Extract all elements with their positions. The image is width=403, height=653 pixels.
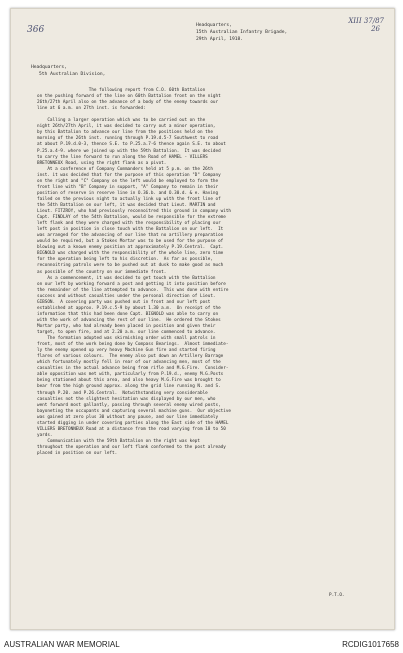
body-line: inst. it was decided that for the purpose of this operation "D" Company	[37, 172, 221, 178]
body-line: established at approx. P.19.c.5-9 by about 1.30 a.m. On receipt of the	[37, 305, 221, 311]
body-line: on the right and "C" Company on the left would be employed to form the	[37, 178, 219, 184]
body-line: yards.	[37, 432, 53, 438]
body-line: At a conference of Company Commanders held at 5 p.m. on the 26th	[37, 166, 213, 172]
body-line: failed on the previous night to actually link up with the front line of	[37, 196, 221, 202]
body-line: would be required, but a Stokes Mortar was to be used for the purpose of	[37, 239, 224, 245]
recipient-line-1: Headquarters,	[31, 65, 67, 70]
body-line: bear from the high ground approx. along the grid line running N. and S.	[37, 384, 221, 390]
body-line: target, to open fire, and at 2.20 a.m. our line commenced to advance.	[37, 330, 216, 335]
body-line: left post in position in close touch with the Battalion on our left. It	[37, 227, 224, 233]
handwritten-folio-number: 26	[371, 25, 380, 33]
body-line: blowing out a known enemy position at approximately P.19.Central. Capt.	[37, 245, 224, 251]
body-line: Communication with the 59th Battalion on the right was kept	[37, 438, 200, 444]
pto-note: P.T.O.	[329, 593, 345, 598]
body-line: success and without casualties under the personal direction of Lieut.	[37, 293, 216, 299]
archive-record-id: RCDIG1017658	[342, 640, 399, 649]
body-line: Calling a larger operation which was to be carried out on the	[37, 118, 206, 124]
body-line: night 26th/27th April, it was decided to carry out a minor operation,	[37, 124, 216, 130]
body-line: morning of the 26th inst. running through P.19.d.5-7 Southwest to road	[37, 136, 219, 142]
body-line: P.25.a.4-9. where we joined up with the 59th Battalion. It was decided	[37, 148, 221, 154]
body-line: was gained at zero plus 30 without any pause, and our line immediately	[37, 414, 219, 420]
body-line: as possible of the country on our immediate front.	[37, 269, 167, 275]
body-line: started digging in under covering parties along the East side of the HAMEL	[37, 420, 229, 426]
body-line: information that this had been done Capt. BIGNOLD was able to carry on	[37, 311, 219, 317]
body-line: able opposition was met with, particularly from P.19.d., enemy M.G.Posts	[37, 372, 224, 378]
body-line: BIGNOLD was charged with the responsibility of the whole line, zero time	[37, 251, 224, 257]
body-line: position of reserve in reserve line in O.36.b. and O.30.d. & e. Having	[37, 190, 219, 196]
body-line: at about P.19.d.0-3, thence S.E. to P.25.a.7-6 thence again S.E. to about	[37, 142, 226, 148]
body-line: reconnoitring patrols were to be pushed out at dusk to make good as much	[37, 263, 224, 269]
body-line: being stationed about this area, and also heavy M.G.Fire was brought to	[37, 378, 221, 384]
body-line: As a commencement, it was decided to get touch with the Battalion	[37, 275, 216, 281]
body-line: ly the enemy opened up very heavy Machine Gun fire and started firing	[37, 348, 216, 354]
body-line: casualties not the slightest hesitation was displayed by our men, who	[37, 396, 216, 402]
body-line: front, most of the work being done by Compass Bearings. Almost immediate-	[37, 342, 229, 348]
body-line: VILLERS BRETONNEUX Road at a distance from the road varying from 10 to 50	[37, 426, 226, 432]
archive-name: AUSTRALIAN WAR MEMORIAL	[4, 640, 120, 649]
letterhead-line-2: 15th Australian Infantry Brigade,	[196, 30, 288, 35]
body-line: The following report from C.O. 60th Battalion	[37, 88, 206, 93]
body-line: to carry the line forward to run along the Road of HAMEL - VILLERS	[37, 154, 208, 160]
body-line: with the work of advancing the rest of our line. He ordered the Stokes	[37, 317, 221, 323]
body-line: was arranged for the advancing of our line that no artillery preparation	[37, 233, 224, 239]
body-line: Capt. FINDLAY of the 54th Battalion, would be responsible for the extreme	[37, 215, 226, 221]
archive-caption-bar	[0, 637, 403, 653]
body-line: by this Battalion to advance our line from the positions held on the	[37, 130, 213, 136]
body-line: the remainder of the line attempted to advance. This was done with entire	[37, 287, 229, 293]
body-line: Mortar party, who had already been placed in position and given their	[37, 323, 216, 329]
document-sheet	[10, 8, 395, 630]
body-line: which fortunately mostly fell in rear of our advancing men, most of the	[37, 360, 221, 366]
body-line: bayoneting the occupants and capturing several machine guns. Our objective	[37, 408, 232, 414]
body-line: went forward most gallantly, passing through several enemy wired posts,	[37, 402, 221, 408]
body-line: for the operation being left to his discretion. As far as possible,	[37, 257, 213, 263]
body-line: front line with "B" Company in support, "A" Company to remain in their	[37, 184, 219, 190]
handwritten-margin-number: 366	[27, 25, 45, 35]
body-line: Lieut. FITZROY, who had previously reconnoitred this ground in company with	[37, 209, 232, 214]
body-line: flares of various colours. The enemy also put down an Artillery Barrage	[37, 354, 224, 360]
recipient-line-2: 5th Australian Division,	[39, 72, 106, 77]
body-line: placed in position on our left.	[37, 451, 118, 456]
letterhead-date: 29th April, 1918.	[196, 37, 244, 42]
body-line: through P.20. and P.26.Central. Notwithstanding very considerable	[37, 390, 208, 396]
letterhead-line-1: Headquarters,	[196, 23, 232, 28]
body-line: on the pushing forward of the line on 60th Battalion front on the night	[37, 94, 221, 100]
body-line: left flank and they were charged with the responsibility of placing our	[37, 221, 221, 227]
body-line: BRETONNEUX Road, using the right flank as a pivot.	[37, 160, 167, 166]
body-line: line at 6 a.m. on 27th inst. is forwarded:	[37, 106, 146, 112]
body-line: casualties in the actual advance being from rifle and M.G.Fire. Consider-	[37, 366, 229, 372]
body-line: The formation adopted was skirmishing order with small patrols in	[37, 336, 216, 342]
body-line: on our left by working forward a post and getting it into position before	[37, 281, 226, 287]
body-line: throughout the operation and our left flank conformed to the post already	[37, 444, 226, 450]
body-line: the 54th Battalion on our left, it was decided that Lieut. MARTIN and	[37, 202, 216, 208]
handwritten-reference: XIII 37/87	[348, 17, 384, 25]
body-line: 26th/27th April also on the advance of a body of the enemy towards our	[37, 100, 219, 106]
body-line: GIBSON. A covering party was pushed out in front and our left post	[37, 299, 211, 305]
